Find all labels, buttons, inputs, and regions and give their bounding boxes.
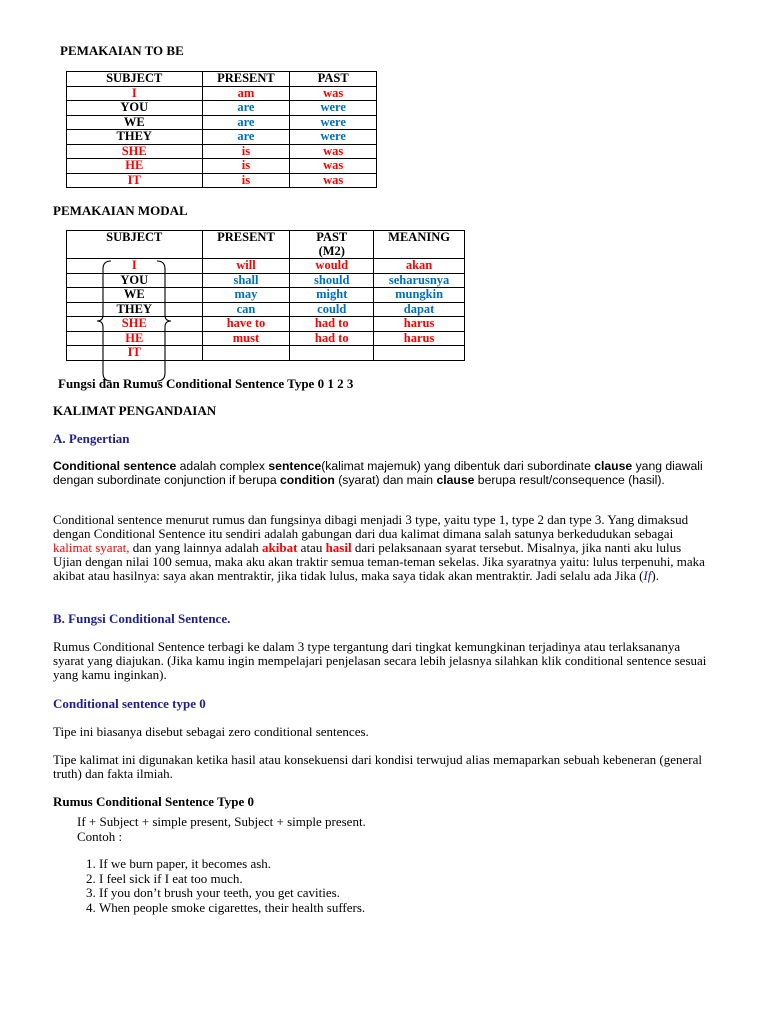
- cell-meaning: seharusnya: [374, 273, 465, 288]
- cell-past: were: [290, 101, 377, 116]
- definition-paragraph: [53, 460, 713, 487]
- tobe-table: [66, 71, 377, 188]
- cell-subject: I: [67, 259, 203, 274]
- para-text: atau: [297, 540, 326, 555]
- cell-subject: SHE: [67, 144, 203, 159]
- table-row: [67, 86, 377, 101]
- cell-meaning: harus: [374, 331, 465, 346]
- cell-past: [290, 346, 374, 361]
- cell-subject: SHE: [67, 317, 203, 332]
- header-subject: SUBJECT: [67, 72, 203, 87]
- subject-brace: [95, 259, 175, 383]
- def-text: adalah complex: [176, 459, 269, 473]
- formula-text: If + Subject + simple present, Subject + simple present.: [77, 814, 366, 829]
- cell-past: could: [290, 302, 374, 317]
- cell-present: shall: [202, 273, 290, 288]
- def-term: clause: [594, 459, 633, 473]
- cell-past: was: [290, 144, 377, 159]
- def-term: condition: [280, 472, 335, 487]
- zero-conditional-paragraph: Tipe ini biasanya disebut sebagai zero conditional sentences.: [53, 724, 369, 739]
- cell-meaning: dapat: [374, 302, 465, 317]
- cell-meaning: harus: [374, 317, 465, 332]
- header-present: PRESENT: [202, 72, 290, 87]
- cell-subject: THEY: [67, 302, 203, 317]
- cell-subject: WE: [67, 288, 203, 303]
- cell-past: had to: [290, 331, 374, 346]
- rumus-heading: Rumus Conditional Sentence Type 0: [53, 794, 255, 809]
- header-present: PRESENT: [202, 231, 290, 259]
- cell-past: was: [290, 173, 377, 188]
- list-item: 3. If you don’t brush your teeth, you get cavities.: [99, 886, 365, 901]
- section-b-heading: B. Fungsi Conditional Sentence.: [53, 611, 231, 626]
- cell-subject: THEY: [67, 130, 203, 145]
- fungsi-title: Fungsi dan Rumus Conditional Sentence Type 0 1 2 3: [58, 376, 354, 391]
- explanation-paragraph: [53, 513, 713, 583]
- cell-subject: IT: [67, 346, 203, 361]
- cell-present: can: [202, 302, 290, 317]
- cell-present: will: [202, 259, 290, 274]
- type0-heading: Conditional sentence type 0: [53, 696, 206, 711]
- cell-past: were: [290, 130, 377, 145]
- kalimat-heading: KALIMAT PENGANDAIAN: [53, 403, 217, 418]
- header-past-sub: (M2): [318, 243, 345, 258]
- table-row: [67, 130, 377, 145]
- list-item: 1. If we burn paper, it becomes ash.: [99, 857, 365, 872]
- cell-meaning: akan: [374, 259, 465, 274]
- table-row: [67, 144, 377, 159]
- tobe-heading: PEMAKAIAN TO BE: [60, 43, 184, 58]
- cell-subject: WE: [67, 115, 203, 130]
- cell-subject: HE: [67, 159, 203, 174]
- header-subject: SUBJECT: [67, 231, 203, 259]
- cell-subject: IT: [67, 173, 203, 188]
- header-past-label: PAST: [316, 230, 348, 244]
- cell-subject: I: [67, 86, 203, 101]
- cell-present: is: [202, 159, 290, 174]
- cell-present: are: [202, 130, 290, 145]
- cell-past: had to: [290, 317, 374, 332]
- cell-subject: YOU: [67, 273, 203, 288]
- cell-past: were: [290, 115, 377, 130]
- cell-present: is: [202, 144, 290, 159]
- section-a-heading: A. Pengertian: [53, 431, 130, 446]
- para-text: dari pelaksanaan syarat tersebut. Misalnya, jika nanti aku lulus Ujian dengan nilai 100 semua, maka aku akan traktir semua teman-teman sekelas. Jika syaratnya yaitu: lulus terpenuhi, maka akibat atau hasilnya: saya akan mentraktir, jika tidak lulus, maka saya tidak akan mentraktir. Jadi selalu ada Jika (: [53, 540, 705, 583]
- def-term: clause: [436, 472, 475, 487]
- cell-subject: YOU: [67, 101, 203, 116]
- cell-present: is: [202, 173, 290, 188]
- highlight-syarat: kalimat syarat,: [53, 540, 130, 555]
- table-row: [67, 173, 377, 188]
- rumus-paragraph: Rumus Conditional Sentence terbagi ke dalam 3 type tergantung dari tingkat kemungkinan terjadinya atau terlaksananya syarat yang diajukan. (Jika kamu ingin mempelajari penjelasan secara lebih jelasnya silahkan klik conditional sentence sesuai yang kamu inginkan).: [53, 639, 707, 682]
- header-meaning: MEANING: [374, 231, 465, 259]
- cell-past: was: [290, 86, 377, 101]
- def-term: sentence: [268, 459, 322, 473]
- def-text: yang diawali dengan subordinate conjunction if berupa: [53, 459, 703, 487]
- cell-present: [202, 346, 290, 361]
- cell-meaning: [374, 346, 465, 361]
- highlight-if: If: [643, 568, 652, 583]
- cell-present: have to: [202, 317, 290, 332]
- cell-past: would: [290, 259, 374, 274]
- para-text: Conditional sentence menurut rumus dan fungsinya dibagi menjadi 3 type, yaitu type 1, type 2 dan type 3. Yang dimaksud dengan Conditional Sentence itu sendiri adalah gabungan dari dua kalimat dimana salah satunya berkedudukan sebagai: [53, 512, 689, 541]
- def-text: berupa result/consequence (hasil).: [474, 472, 665, 487]
- cell-past: was: [290, 159, 377, 174]
- def-text: (kalimat majemuk) yang dibentuk dari subordinate: [321, 459, 595, 473]
- table-header-row: [67, 231, 465, 259]
- table-row: [67, 159, 377, 174]
- list-item: 2. I feel sick if I eat too much.: [99, 872, 365, 887]
- highlight-akibat: akibat: [262, 540, 298, 555]
- header-past: PAST: [290, 72, 377, 87]
- cell-past: should: [290, 273, 374, 288]
- table-row: [67, 101, 377, 116]
- table-header-row: [67, 72, 377, 87]
- cell-meaning: mungkin: [374, 288, 465, 303]
- cell-present: must: [202, 331, 290, 346]
- cell-subject: HE: [67, 331, 203, 346]
- para-text: dan yang lainnya adalah: [129, 540, 263, 555]
- def-text: (syarat) dan main: [334, 472, 437, 487]
- table-row: [67, 115, 377, 130]
- para-text: ).: [651, 568, 659, 583]
- cell-present: may: [202, 288, 290, 303]
- cell-present: are: [202, 101, 290, 116]
- cell-present: are: [202, 115, 290, 130]
- examples-list: [77, 857, 365, 915]
- modal-heading: PEMAKAIAN MODAL: [53, 203, 188, 218]
- def-term: Conditional sentence: [53, 459, 177, 473]
- contoh-label: Contoh :: [77, 829, 123, 844]
- highlight-hasil: hasil: [325, 540, 352, 555]
- header-past: [290, 231, 374, 259]
- general-truth-paragraph: Tipe kalimat ini digunakan ketika hasil atau konsekuensi dari kondisi terwujud alias memaparkan sebuah kebeneran (general truth) dan fakta ilmiah.: [53, 752, 702, 781]
- list-item: 4. When people smoke cigarettes, their health suffers.: [99, 901, 365, 916]
- cell-present: am: [202, 86, 290, 101]
- cell-past: might: [290, 288, 374, 303]
